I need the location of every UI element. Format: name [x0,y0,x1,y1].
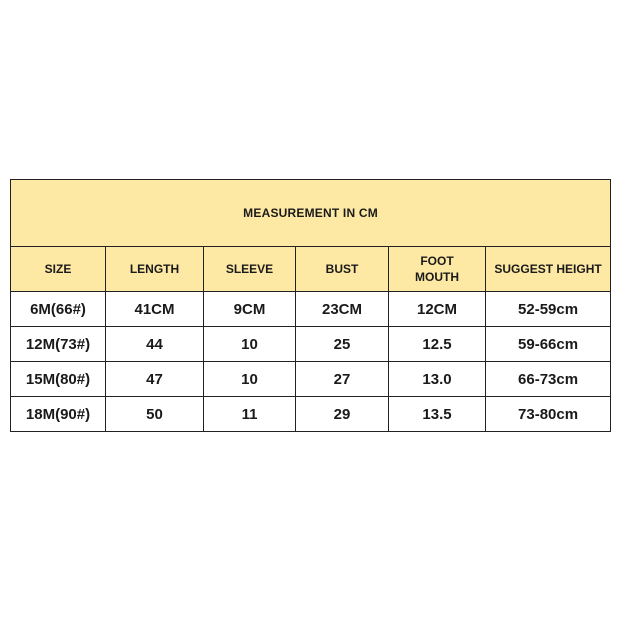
header-foot-mouth [389,247,486,292]
cell-foot-mouth: 12.5 [389,327,486,362]
cell-foot-mouth: 13.5 [389,397,486,432]
header-length: LENGTH [106,247,204,292]
cell-length: 47 [106,362,204,397]
cell-length: 50 [106,397,204,432]
header-row [11,247,611,292]
table-title: MEASUREMENT IN CM [11,180,611,247]
header-foot-mouth-label: FOOT MOUTH [415,254,459,284]
cell-size: 6M(66#) [11,292,106,327]
cell-foot-mouth: 12CM [389,292,486,327]
cell-length: 44 [106,327,204,362]
cell-bust: 27 [296,362,389,397]
title-row [11,180,611,247]
header-sleeve: SLEEVE [204,247,296,292]
cell-sleeve: 11 [204,397,296,432]
table-row [11,362,611,397]
size-chart [10,179,610,432]
cell-suggest-height: 73-80cm [486,397,611,432]
cell-suggest-height: 59-66cm [486,327,611,362]
cell-sleeve: 10 [204,362,296,397]
table-row [11,292,611,327]
cell-size: 15M(80#) [11,362,106,397]
cell-suggest-height: 52-59cm [486,292,611,327]
cell-size: 12M(73#) [11,327,106,362]
cell-bust: 23CM [296,292,389,327]
table-row [11,327,611,362]
cell-sleeve: 10 [204,327,296,362]
cell-size: 18M(90#) [11,397,106,432]
cell-suggest-height: 66-73cm [486,362,611,397]
cell-bust: 25 [296,327,389,362]
cell-foot-mouth: 13.0 [389,362,486,397]
cell-length: 41CM [106,292,204,327]
header-bust: BUST [296,247,389,292]
cell-bust: 29 [296,397,389,432]
size-table [10,179,611,432]
cell-sleeve: 9CM [204,292,296,327]
header-size: SIZE [11,247,106,292]
header-suggest-height: SUGGEST HEIGHT [486,247,611,292]
table-row [11,397,611,432]
